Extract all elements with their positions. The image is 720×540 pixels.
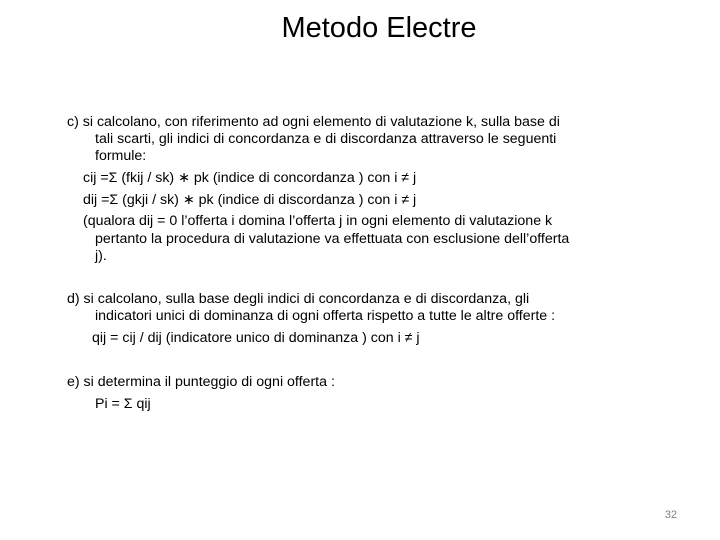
formula-line: dij =Σ (gkji / sk) ∗ pk (indice di discordanza ) con i ≠ j (83, 192, 417, 208)
page-number: 32 (664, 509, 677, 521)
text-line: tali scarti, gli indici di concordanza e di discordanza attraverso le seguenti (95, 131, 557, 147)
text-line: pertanto la procedura di valutazione va effettuata con esclusione dell’offerta (95, 231, 570, 247)
text-line: d) si calcolano, sulla base degli indici di concordanza e di discordanza, gli (67, 291, 530, 307)
text-line: e) si determina il punteggio di ogni offerta : (67, 374, 335, 390)
text-line: c) si calcolano, con riferimento ad ogni elemento di valutazione k, sulla base di (67, 114, 560, 130)
formula-line: qij = cij / dij (indicatore unico di dominanza ) con i ≠ j (92, 330, 420, 346)
slide-title: Metodo Electre (281, 12, 477, 44)
text-line: indicatori unici di dominanza di ogni offerta rispetto a tutte le altre offerte : (95, 308, 556, 324)
text-line: formule: (95, 148, 147, 164)
formula-line: cij =Σ (fkij / sk) ∗ pk (indice di concordanza ) con i ≠ j (83, 170, 417, 186)
text-line: j). (95, 248, 107, 264)
text-line: (qualora dij = 0 l’offerta i domina l’offerta j in ogni elemento di valutazione k (83, 213, 553, 229)
formula-line: Pi = Σ qij (95, 396, 151, 412)
